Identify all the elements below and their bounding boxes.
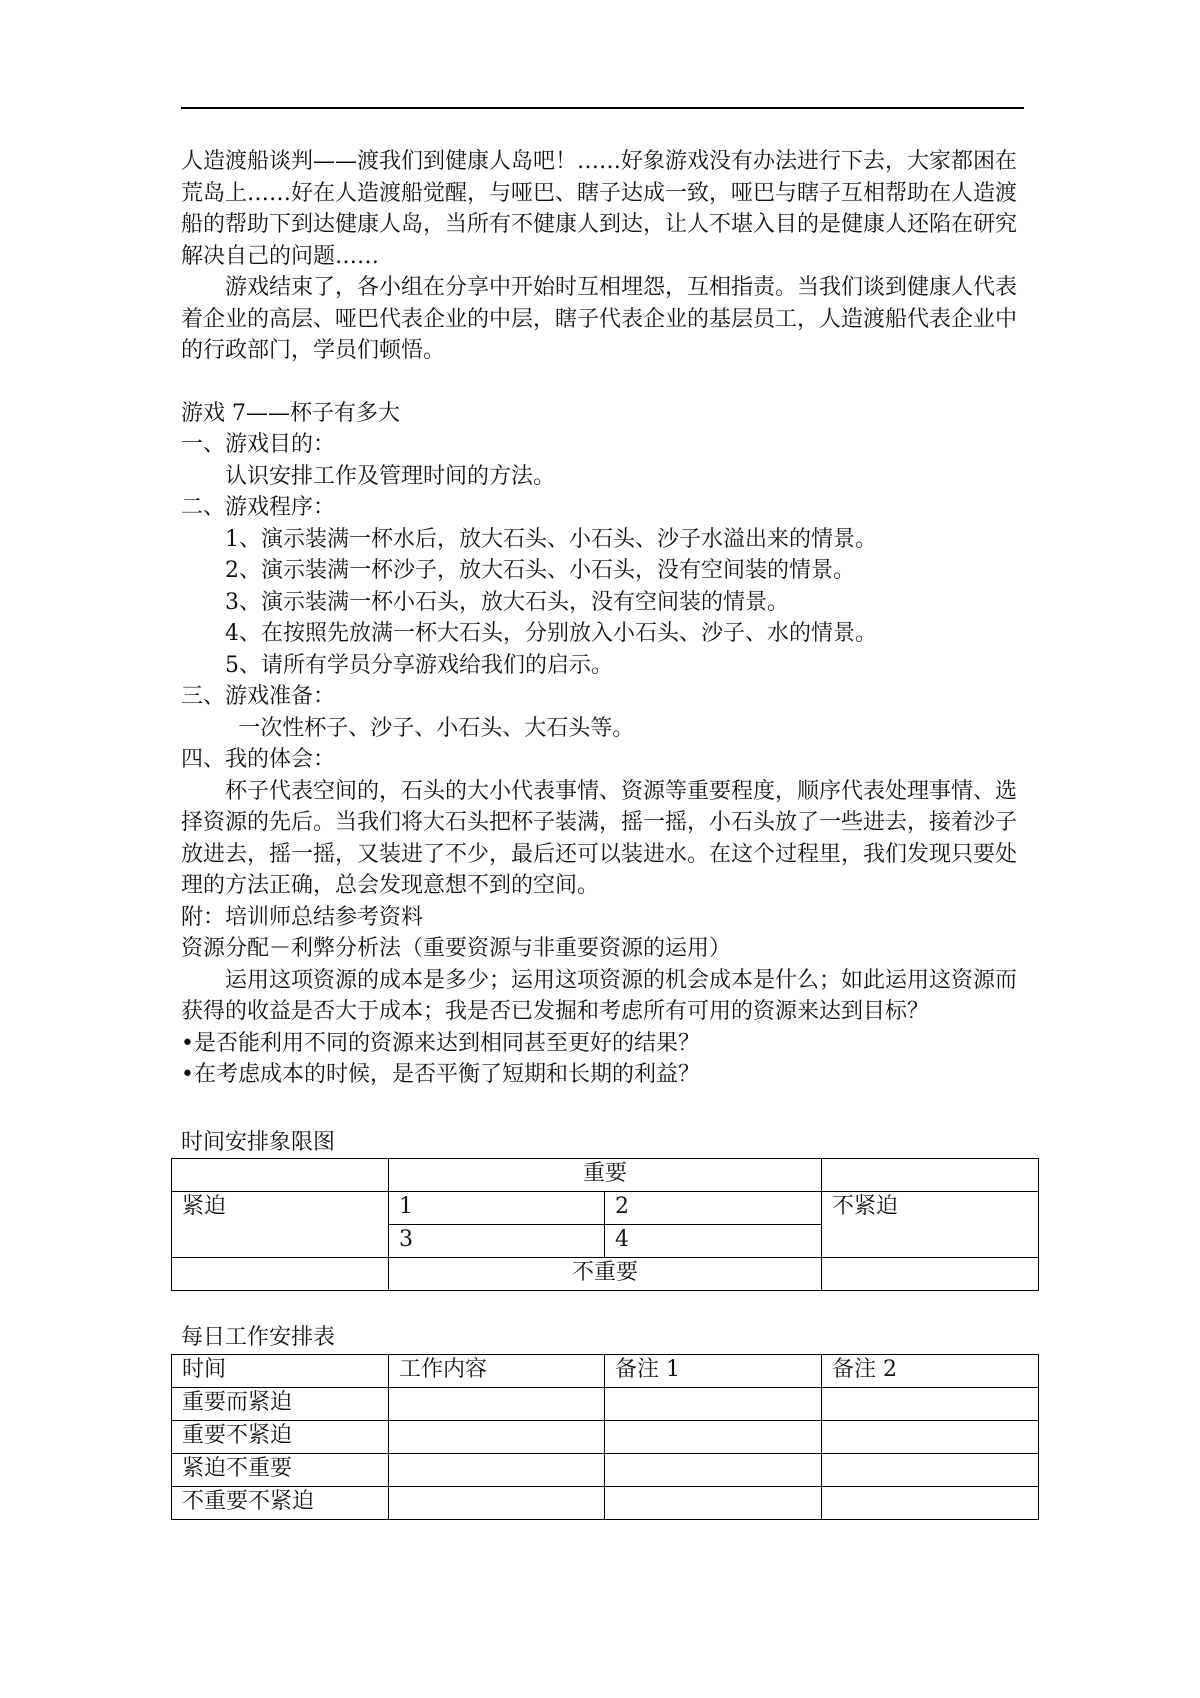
schedule-header-cell: 时间 bbox=[172, 1354, 389, 1387]
schedule-cell bbox=[605, 1420, 822, 1453]
quadrant-not-urgent-label: 不紧迫 bbox=[822, 1192, 1039, 1258]
procedure-step: 2、演示装满一杯沙子，放大石头、小石头，没有空间装的情景。 bbox=[225, 558, 855, 583]
procedure-step: 4、在按照先放满一杯大石头，分别放入小石头、沙子、水的情景。 bbox=[225, 621, 877, 646]
schedule-row-label: 不重要不紧迫 bbox=[172, 1486, 389, 1519]
schedule-header-cell: 备注 2 bbox=[822, 1354, 1039, 1387]
schedule-row bbox=[172, 1486, 1039, 1519]
procedure-step: 5、请所有学员分享游戏给我们的启示。 bbox=[225, 652, 613, 678]
document-body bbox=[181, 146, 1026, 1520]
schedule-cell bbox=[389, 1486, 605, 1519]
procedure-step: 3、演示装满一杯小石头，放大石头，没有空间装的情景。 bbox=[225, 589, 789, 615]
section-1-heading: 一、游戏目的： bbox=[181, 432, 336, 457]
section-3-heading: 三、游戏准备： bbox=[181, 684, 336, 709]
schedule-cell bbox=[822, 1387, 1039, 1420]
quadrant-cell-empty bbox=[172, 1159, 389, 1192]
quadrant-cell-4: 4 bbox=[605, 1225, 822, 1258]
schedule-cell bbox=[822, 1420, 1039, 1453]
appendix-bullet: •在考虑成本的时候，是否平衡了短期和长期的利益？ bbox=[181, 1062, 700, 1087]
schedule-cell bbox=[389, 1420, 605, 1453]
section-4-text: 杯子代表空间的，石头的大小代表事情、资源等重要程度，顺序代表处理事情、选择资源的先后。当我们将大石头把杯子装满，摇一摇，小石头放了一些进去，接着沙子放进去，摇一摇，又装进了不少，最后还可以装进水。在这个过程里，我们发现只要处理的方法正确，总会发现意想不到的空间。 bbox=[181, 778, 1018, 898]
quadrant-cell-empty bbox=[822, 1258, 1039, 1291]
quadrant-urgent-label: 紧迫 bbox=[172, 1192, 389, 1258]
schedule-cell bbox=[605, 1387, 822, 1420]
schedule-cell bbox=[605, 1453, 822, 1486]
schedule-header-row bbox=[172, 1354, 1039, 1387]
section-1-text: 认识安排工作及管理时间的方法。 bbox=[225, 463, 556, 489]
schedule-row bbox=[172, 1387, 1039, 1420]
schedule-caption: 每日工作安排表 bbox=[181, 1325, 336, 1350]
schedule-cell bbox=[389, 1453, 605, 1486]
section-4-heading: 四、我的体会： bbox=[181, 747, 336, 772]
appendix-heading: 附：培训师总结参考资料 bbox=[181, 904, 424, 930]
schedule-header-cell: 工作内容 bbox=[389, 1354, 605, 1387]
schedule-header-cell: 备注 1 bbox=[605, 1354, 822, 1387]
quadrant-cell-empty bbox=[822, 1159, 1039, 1192]
quadrant-cell-empty bbox=[172, 1258, 389, 1291]
story-paragraph-1: 人造渡船谈判——渡我们到健康人岛吧！……好象游戏没有办法进行下去，大家都困在荒岛上……好在人造渡船觉醒，与哑巴、瞎子达成一致，哑巴与瞎子互相帮助在人造渡船的帮助下到达健康人岛，当所有不健康人到达，让人不堪入目的是健康人还陷在研究解决自己的问题…… bbox=[181, 149, 1018, 269]
quadrant-not-important-label: 不重要 bbox=[389, 1258, 822, 1291]
schedule-cell bbox=[822, 1453, 1039, 1486]
schedule-row bbox=[172, 1453, 1039, 1486]
quadrant-table bbox=[171, 1158, 1039, 1291]
schedule-cell bbox=[605, 1486, 822, 1519]
quadrant-cell-2: 2 bbox=[605, 1192, 822, 1225]
schedule-table bbox=[171, 1354, 1039, 1520]
schedule-row-label: 重要而紧迫 bbox=[172, 1387, 389, 1420]
section-2-heading: 二、游戏程序： bbox=[181, 495, 336, 520]
quadrant-cell-1: 1 bbox=[389, 1192, 605, 1225]
schedule-row-label: 重要不紧迫 bbox=[172, 1420, 389, 1453]
appendix-text: 运用这项资源的成本是多少；运用这项资源的机会成本是什么；如此运用这资源而获得的收益是否大于成本；我是否已发掘和考虑所有可用的资源来达到目标？ bbox=[181, 967, 1018, 1024]
appendix-subheading: 资源分配－利弊分析法（重要资源与非重要资源的运用） bbox=[181, 936, 732, 961]
section-3-text: 一次性杯子、沙子、小石头、大石头等。 bbox=[238, 715, 635, 741]
schedule-cell bbox=[822, 1486, 1039, 1519]
quadrant-important-label: 重要 bbox=[389, 1159, 822, 1192]
game-title: 游戏 7——杯子有多大 bbox=[181, 400, 400, 426]
schedule-cell bbox=[389, 1387, 605, 1420]
appendix-bullet: •是否能利用不同的资源来达到相同甚至更好的结果？ bbox=[181, 1030, 700, 1056]
quadrant-caption: 时间安排象限图 bbox=[181, 1129, 336, 1155]
header-rule bbox=[181, 107, 1024, 109]
quadrant-cell-3: 3 bbox=[389, 1225, 605, 1258]
story-paragraph-2: 游戏结束了，各小组在分享中开始时互相埋怨，互相指责。当我们谈到健康人代表着企业的高层、哑巴代表企业的中层，瞎子代表企业的基层员工，人造渡船代表企业中的行政部门，学员们顿悟。 bbox=[181, 275, 1018, 363]
schedule-row bbox=[172, 1420, 1039, 1453]
procedure-step: 1、演示装满一杯水后，放大石头、小石头、沙子水溢出来的情景。 bbox=[225, 526, 877, 552]
schedule-row-label: 紧迫不重要 bbox=[172, 1453, 389, 1486]
